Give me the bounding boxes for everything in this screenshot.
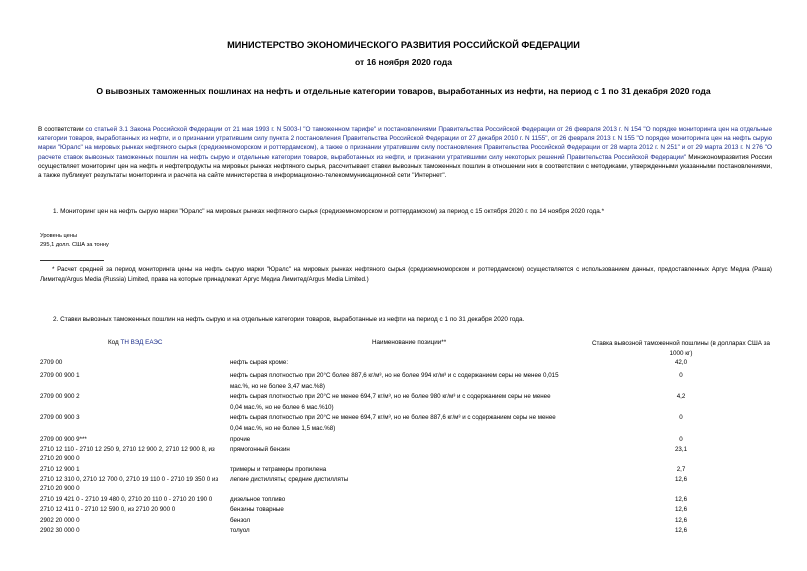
name-cell: нефть сырая плотностью при 20°С не менее 694,7 кг/м³, но не более 980 кг/м³ и с содержанием серы не менее bbox=[230, 393, 551, 400]
footnote-divider bbox=[40, 260, 104, 261]
code-cell: 2902 20 000 0 bbox=[40, 517, 80, 524]
name-cell: нефть сырая плотностью при 20°С более 887,6 кг/м³, но не более 994 кг/м³ и с содержанием серы не менее 0,015 bbox=[230, 372, 559, 379]
footnote: * Расчет средней за период мониторинга цены на нефть сырую марки "Юралс" на мировых рынках нефтяного сырья (средиземноморском и роттердамском) осуществляется с использованием данных, предоставленных Аргус Медиа (Раша) Лимитед/Argus Media (Russia) Limited, права на которые принадлежат Аргус Медиа Лимитед/Argus Media Limited.) bbox=[40, 266, 772, 283]
duty-cell: 12,6 bbox=[674, 527, 688, 534]
code-cell: 2709 00 900 3 bbox=[40, 414, 80, 421]
item-1-text: 1. Мониторинг цен на нефть сырую марки "Юралс" на мировых рынках нефтяного сырья (средиземноморском и роттердамском) за период с 15 октября 2020 г. по 14 ноября 2020 года.* bbox=[53, 208, 605, 215]
document-date: от 16 ноября 2020 года bbox=[354, 57, 453, 67]
duty-cell: 0 bbox=[679, 372, 683, 379]
duty-cell: 12,6 bbox=[674, 517, 688, 524]
name-cell: 0,04 мас.%, но не более 6 мас.%10) bbox=[230, 404, 334, 411]
name-cell: бензол bbox=[230, 517, 251, 524]
code-cell: 2709 00 900 1 bbox=[40, 372, 80, 379]
name-cell: прямогонный бензин bbox=[230, 446, 290, 453]
code-cell: 2709 00 bbox=[40, 359, 63, 366]
duty-cell: 0 bbox=[679, 414, 683, 421]
document-title: О вывозных таможенных пошлинах на нефть и отдельные категории товаров, выработанных из нефти, на период с 1 по 31 декабря 2020 года bbox=[96, 86, 711, 96]
intro-text: Минэкономразвития России осуществляет мониторинг цен на нефть и нефтепродукты на мировых рынках нефтяного сырья, рассчитывает ставки вывозных таможенных пошлин в отношении них в соответствии с методиками, утвержденными указанными постановлениями, а также публикует результаты мониторинга и расчета на сайте министерства в информационно-телекоммуникационной сети "Интернет". bbox=[38, 153, 772, 180]
name-cell: дизельное топливо bbox=[230, 496, 286, 503]
name-cell: тримеры и тетрамеры пропилена bbox=[230, 466, 327, 473]
name-cell: легкие дистилляты; средние дистилляты bbox=[230, 476, 349, 483]
price-value: 295,1 долл. США за тонну bbox=[40, 242, 109, 248]
intro-paragraph bbox=[38, 125, 772, 180]
code-cell: 2710 12 900 1 bbox=[40, 466, 80, 473]
code-cell: 2710 12 411 0 - 2710 12 590 0, из 2710 20 900 0 bbox=[40, 506, 176, 513]
tn-ved-link[interactable]: ТН ВЭД ЕАЭС bbox=[120, 339, 163, 346]
name-cell: нефть сырая кроме: bbox=[230, 359, 289, 366]
code-cell: 2902 30 000 0 bbox=[40, 527, 80, 534]
price-label: Уровень цены bbox=[40, 233, 78, 239]
column-header-code: Код ТН ВЭД ЕАЭС bbox=[108, 339, 163, 346]
column-header-duty: Ставка вывозной таможенной пошлины (в долларах США за 1000 кг) bbox=[591, 340, 771, 357]
name-cell: нефть сырая плотностью при 20°С не менее 694,7 кг/м³, но не более 887,6 кг/м³ и с содержанием серы не менее bbox=[230, 414, 556, 421]
code-cell: 2709 00 900 2 bbox=[40, 393, 80, 400]
duty-cell: 12,6 bbox=[674, 506, 688, 513]
legal-references-link[interactable]: со статьей 3.1 Закона Российской Федерации от 21 мая 1993 г. N 5003-I "О таможенном тарифе" и постановлениями Правительства Российской Федерации от 26 февраля 2013 г. N 154 "О порядке мониторинга цен на отдельные категории товаров, выработанных из нефти, и о признании утратившим силу пункта 2 постановления Правительства Российской Федерации от 27 декабря 2010 г. N 1155", от 26 февраля 2013 г. N 155 "О порядке мониторинга цен на нефть сырую марки "Юралс" на мировых рынках нефтяного сырья (средиземноморском и роттердамском), а также о признании утратившим силу постановления Правительства Российской Федерации от 28 марта 2012 г. N 251" и от 29 марта 2013 г. N 276 "О расчете ставок вывозных таможенных пошлин на нефть сырую и отдельные категории товаров, выработанных из нефти, и признании утратившими силу некоторых решений Правительства Российской Федерации" bbox=[38, 126, 772, 161]
name-cell: мас.%, но не более 3,47 мас.%8) bbox=[230, 383, 325, 390]
intro-lead: В соответствии bbox=[38, 126, 86, 133]
duty-cell: 12,6 bbox=[674, 496, 688, 503]
duty-cell: 4,2 bbox=[676, 393, 686, 400]
name-cell: бензины товарные bbox=[230, 506, 284, 513]
name-cell: толуол bbox=[230, 527, 250, 534]
duty-cell: 0 bbox=[679, 436, 683, 443]
code-cell: 2710 19 421 0 - 2710 19 480 0, 2710 20 110 0 - 2710 20 190 0 bbox=[40, 496, 213, 503]
code-cell: 2709 00 900 9*** bbox=[40, 436, 87, 443]
column-header-name: Наименование позиции** bbox=[372, 339, 447, 346]
code-cell: 2710 12 310 0, 2710 12 700 0, 2710 19 110 0 - 2710 19 350 0 из 2710 20 900 0 bbox=[40, 476, 219, 493]
code-cell: 2710 12 110 - 2710 12 250 9, 2710 12 900 2, 2710 12 900 8, из 2710 20 900 0 bbox=[40, 446, 215, 463]
duty-cell: 42,0 bbox=[674, 359, 688, 366]
item-2-text: 2. Ставки вывозных таможенных пошлин на нефть сырую и на отдельные категории товаров, выработанные из нефти на период с 1 по 31 декабря 2020 года. bbox=[53, 316, 525, 323]
duty-cell: 23,1 bbox=[674, 446, 688, 453]
name-cell: 0,04 мас.%, но не более 1,5 мас.%8) bbox=[230, 425, 336, 432]
duty-cell: 12,6 bbox=[674, 476, 688, 483]
duty-cell: 2,7 bbox=[676, 466, 686, 473]
name-cell: прочие bbox=[230, 436, 251, 443]
ministry-heading: МИНИСТЕРСТВО ЭКОНОМИЧЕСКОГО РАЗВИТИЯ РОССИЙСКОЙ ФЕДЕРАЦИИ bbox=[227, 40, 580, 50]
